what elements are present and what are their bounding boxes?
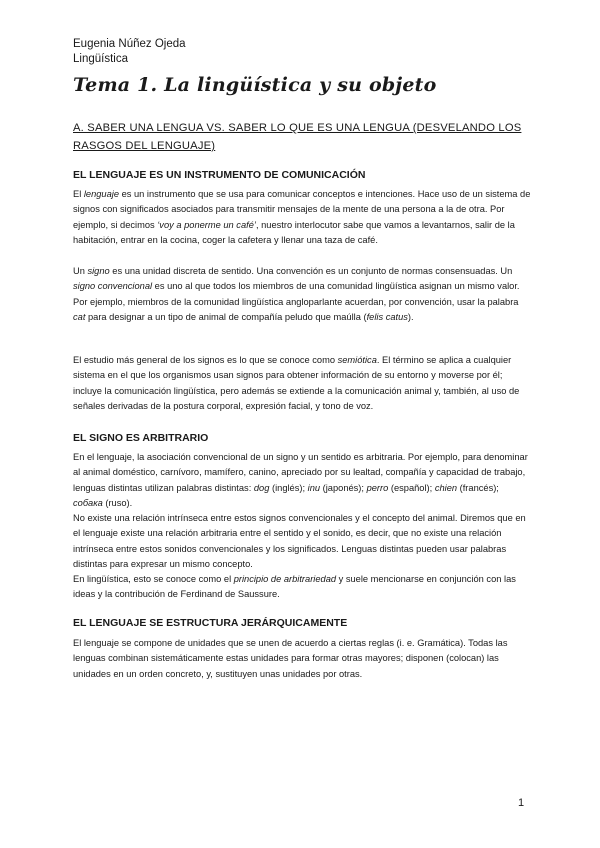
italic-term: inu [307, 482, 321, 493]
italic-term: ‘voy a ponerme un café’ [157, 219, 256, 230]
text-run: (japonés); [320, 482, 367, 493]
text-run: (francés); [457, 482, 499, 493]
italic-term: signo convencional [73, 281, 153, 292]
paragraph: El lenguaje se compone de unidades que se unen de acuerdo a ciertas reglas (i. e. Gramática). Todas las lenguas combinan sistemáticamente estas unidades para formar otras mayores; disponen (colocan) las unidades en un orden concreto, y, sustituyen unas unidades por otras. [73, 638, 508, 679]
text-run: y suele mencionarse en conjunción con las ideas y la contribución de Ferdinand de Saussure. [73, 574, 516, 600]
heading-arbitrary: EL SIGNO ES ARBITRARIO [73, 432, 209, 444]
paragraph [73, 264, 531, 326]
text-run: (inglés); [269, 482, 308, 493]
text-run: es un instrumento que se usa para comunicar conceptos e intenciones. Hace uso de un sistema de signos con significados asociados para transmitir mensajes de la mente de una persona a la de otra. Por ejemplo, si decimos [73, 189, 531, 230]
text-run: es una unidad discreta de sentido. Una convención es un conjunto de normas consensuadas. Un [109, 266, 513, 276]
italic-term: principio de arbitrariedad [233, 574, 337, 584]
text-run: para designar a un tipo de animal de compañía peludo que maúlla ( [85, 312, 367, 323]
italic-term: собака [73, 498, 103, 509]
italic-term: dog [253, 482, 270, 493]
text-run: . El término se aplica a cualquier sistema en el que los organismos usan signos para obtener información de su entorno y moverse por él; incluye la comunicación lingüística, pero además se extiende a la comunicación animal y, también, al uso de señales derivadas de la postura corporal, expresión facial, y tono de voz. [73, 355, 520, 412]
italic-term: perro [366, 482, 389, 493]
text-run: es uno al que todos los miembros de una comunidad lingüística asignan un mismo valor. Por ejemplo, miembros de la comunidad lingüística angloparlante acuerdan, por convención, usar la palabra [73, 281, 520, 307]
section-heading: A. SABER UNA LENGUA VS. SABER LO QUE ES UNA LENGUA (DESVELANDO LOS RASGOS DEL LENGUAJE) [73, 122, 522, 152]
heading-hierarchy: EL LENGUAJE SE ESTRUCTURA JERÁRQUICAMENTE [73, 617, 348, 629]
paragraph [73, 353, 531, 415]
italic-term: felis catus [366, 312, 408, 323]
italic-term: signo [87, 266, 110, 276]
document-title: Tema 1. La lingüística y su objeto [73, 74, 437, 96]
author-name: Eugenia Núñez Ojeda [73, 38, 186, 50]
paragraph: No existe una relación intrínseca entre estos signos convencionales y el concepto del animal. Diremos que en el lenguaje existe una relación arbitraria entre el sentido y el sonido, es decir, que no existe una relación intrínseca entre estos sonidos convencionales y los significados. Lenguas distintas pueden usar palabras distintas para expresar un mismo concepto. [73, 513, 526, 570]
text-run: (ruso). [102, 498, 133, 509]
text-run: En lingüística, esto se conoce como el [73, 574, 234, 584]
italic-term: chien [434, 482, 458, 493]
heading-communication: EL LENGUAJE ES UN INSTRUMENTO DE COMUNICACIÓN [73, 169, 366, 181]
italic-term: lenguaje [83, 189, 120, 199]
paragraph [73, 572, 531, 603]
text-run: Un [73, 266, 88, 276]
subject-name: Lingüística [73, 53, 128, 65]
paragraph [73, 187, 531, 249]
text-run: El [73, 189, 84, 199]
text-run: , nuestro interlocutor sabe que vamos a levantarnos, salir de la habitación, entrar en la cocina, coger la cafetera y llenar una taza de café. [73, 219, 515, 246]
text-run: ). [407, 312, 414, 323]
paragraph [73, 450, 531, 512]
text-run: (español); [388, 482, 435, 493]
text-run: El estudio más general de los signos es lo que se conoce como [73, 355, 338, 365]
italic-term: cat [73, 312, 86, 323]
text-run: En el lenguaje, la asociación convencional de un signo y un sentido es arbitraria. Por ejemplo, para denominar al animal doméstico, carnívoro, mamífero, canino, apreciado por su lealtad, compañía y capacidad de trabajo, lenguas distintas utilizan palabras distintas: [73, 452, 528, 493]
italic-term: semiótica [337, 355, 377, 365]
page-number: 1 [518, 797, 525, 809]
